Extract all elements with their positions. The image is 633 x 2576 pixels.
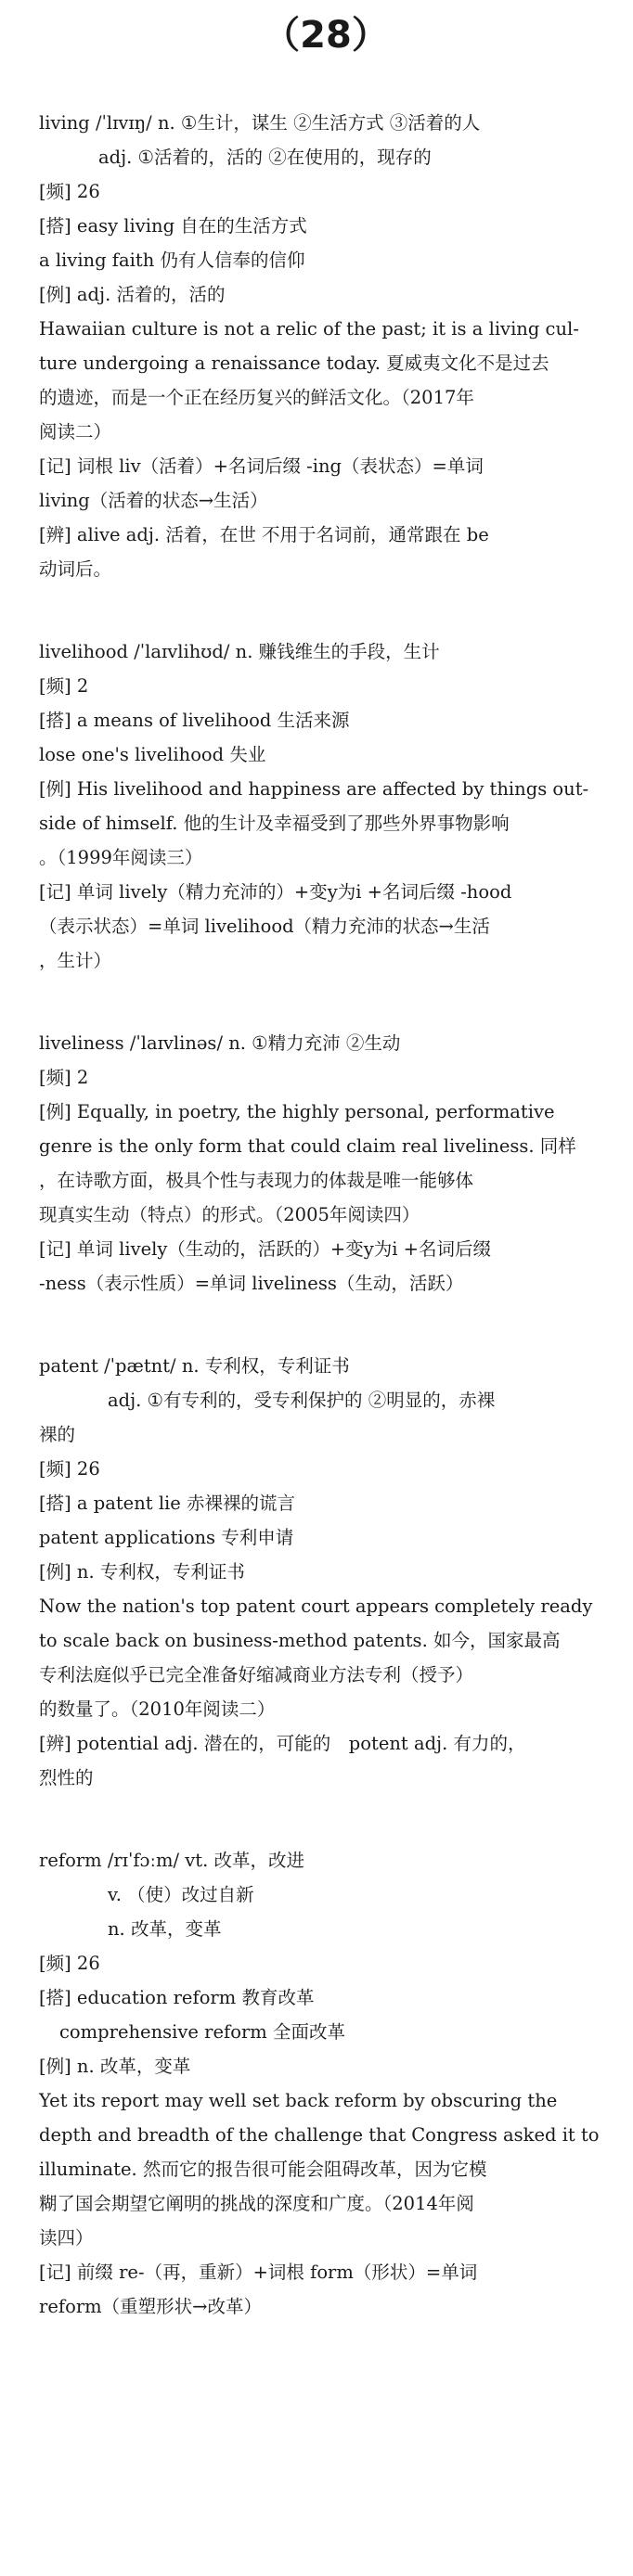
example-line: 的遗迹，而是一个正在经历复兴的鲜活文化。（2017年	[39, 387, 474, 408]
frequency-line: [频] 26	[39, 181, 100, 202]
example-line: ture undergoing a renaissance today. 夏威夷文化不是过去	[39, 352, 549, 374]
distinction-line: [辨] alive adj. 活着，在世 不用于名词前，通常跟在 be	[39, 524, 489, 545]
distinction-line: 动词后。	[39, 558, 112, 580]
example-line: [例] Equally, in poetry, the highly personal, performative	[39, 1101, 555, 1122]
frequency-line: [频] 26	[39, 1953, 100, 1974]
example-line: 糊了国会期望它阐明的挑战的深度和广度。（2014年阅	[39, 2193, 474, 2214]
example-line: Hawaiian culture is not a relic of the past; it is a living cul-	[39, 318, 579, 340]
collocation-line: [搭] a patent lie 赤裸裸的谎言	[39, 1493, 296, 1514]
mnemonic-line: reform（重塑形状→改革）	[39, 2296, 262, 2317]
definition-line: v. （使）改过自新	[108, 1884, 254, 1905]
collocation-line: comprehensive reform 全面改革	[59, 2021, 345, 2043]
example-line: 现真实生动（特点）的形式。（2005年阅读四）	[39, 1204, 420, 1225]
entry-liveliness	[39, 1026, 613, 1301]
entry-reform	[39, 1843, 613, 2324]
example-label-line: [例] n. 专利权，专利证书	[39, 1561, 245, 1583]
headword-line: reform /rɪˈfɔːm/ vt. 改革，改进	[39, 1850, 305, 1871]
headword-line: liveliness /ˈlaɪvlinəs/ n. ①精力充沛 ②生动	[39, 1032, 401, 1054]
mnemonic-line: [记] 单词 lively（精力充沛的）+变y为i +名词后缀 -hood	[39, 881, 512, 903]
entry-living	[39, 106, 613, 586]
example-line: ，在诗歌方面，极具个性与表现力的体裁是唯一能够体	[39, 1170, 474, 1191]
example-line: 阅读二）	[39, 421, 112, 442]
frequency-line: [频] 26	[39, 1458, 100, 1480]
page-title: （28）	[263, 14, 389, 57]
example-line: genre is the only form that could claim real liveliness. 同样	[39, 1135, 576, 1157]
example-label-line: [例] n. 改革，变革	[39, 2056, 191, 2077]
entry-livelihood	[39, 634, 613, 978]
collocation-line: a living faith 仍有人信奉的信仰	[39, 250, 305, 271]
example-line: 的数量了。（2010年阅读二）	[39, 1698, 276, 1720]
collocation-line: lose one's livelihood 失业	[39, 744, 266, 765]
dictionary-page	[0, 13, 633, 2576]
example-line: Now the nation's top patent court appears completely ready	[39, 1596, 593, 1617]
collocation-line: [搭] easy living 自在的生活方式	[39, 215, 307, 237]
mnemonic-line: -ness（表示性质）=单词 liveliness（生动，活跃）	[39, 1273, 464, 1294]
collocation-line: [搭] a means of livelihood 生活来源	[39, 710, 350, 731]
frequency-line: [频] 2	[39, 675, 89, 697]
mnemonic-line: （表示状态）=单词 livelihood（精力充沛的状态→生活	[39, 916, 490, 937]
mnemonic-line: living（活着的状态→生活）	[39, 490, 268, 511]
example-line: 专利法庭似乎已完全准备好缩减商业方法专利（授予）	[39, 1664, 474, 1685]
definition-line: 裸的	[39, 1424, 76, 1445]
example-label-line: [例] adj. 活着的，活的	[39, 284, 226, 305]
frequency-line: [频] 2	[39, 1067, 89, 1088]
headword-line: livelihood /ˈlaɪvlihʊd/ n. 赚钱维生的手段，生计	[39, 641, 440, 662]
entry-patent	[39, 1349, 613, 1795]
headword-line: patent /ˈpætnt/ n. 专利权，专利证书	[39, 1355, 350, 1377]
collocation-line: [搭] education reform 教育改革	[39, 1987, 315, 2008]
mnemonic-line: [记] 词根 liv（活着）+名词后缀 -ing（表状态）=单词	[39, 455, 484, 477]
example-line: to scale back on business-method patents. 如今，国家最高	[39, 1630, 561, 1651]
example-line: Yet its report may well set back reform by obscuring the	[39, 2090, 558, 2111]
example-line: 。（1999年阅读三）	[39, 847, 203, 868]
example-line: illuminate. 然而它的报告很可能会阻碍改革，因为它模	[39, 2159, 487, 2180]
example-line: depth and breadth of the challenge that Congress asked it to	[39, 2124, 600, 2146]
definition-line: adj. ①有专利的，受专利保护的 ②明显的，赤裸	[108, 1390, 496, 1411]
mnemonic-line: [记] 单词 lively（生动的，活跃的）+变y为i +名词后缀	[39, 1238, 492, 1260]
example-line: side of himself. 他的生计及幸福受到了那些外界事物影响	[39, 813, 510, 834]
mnemonic-line: ，生计）	[39, 950, 112, 971]
definition-line: adj. ①活着的，活的 ②在使用的，现存的	[98, 147, 432, 168]
distinction-line: 烈性的	[39, 1767, 94, 1788]
headword-line: living /ˈlɪvɪŋ/ n. ①生计，谋生 ②生活方式 ③活着的人	[39, 112, 481, 134]
collocation-line: patent applications 专利申请	[39, 1527, 294, 1548]
mnemonic-line: [记] 前缀 re-（再，重新）+词根 form（形状）=单词	[39, 2262, 478, 2283]
example-line: 读四）	[39, 2227, 94, 2249]
definition-line: n. 改革，变革	[108, 1918, 222, 1940]
distinction-line: [辨] potential adj. 潜在的，可能的 potent adj. 有力的，	[39, 1733, 526, 1754]
example-line: [例] His livelihood and happiness are affected by things out-	[39, 778, 589, 800]
